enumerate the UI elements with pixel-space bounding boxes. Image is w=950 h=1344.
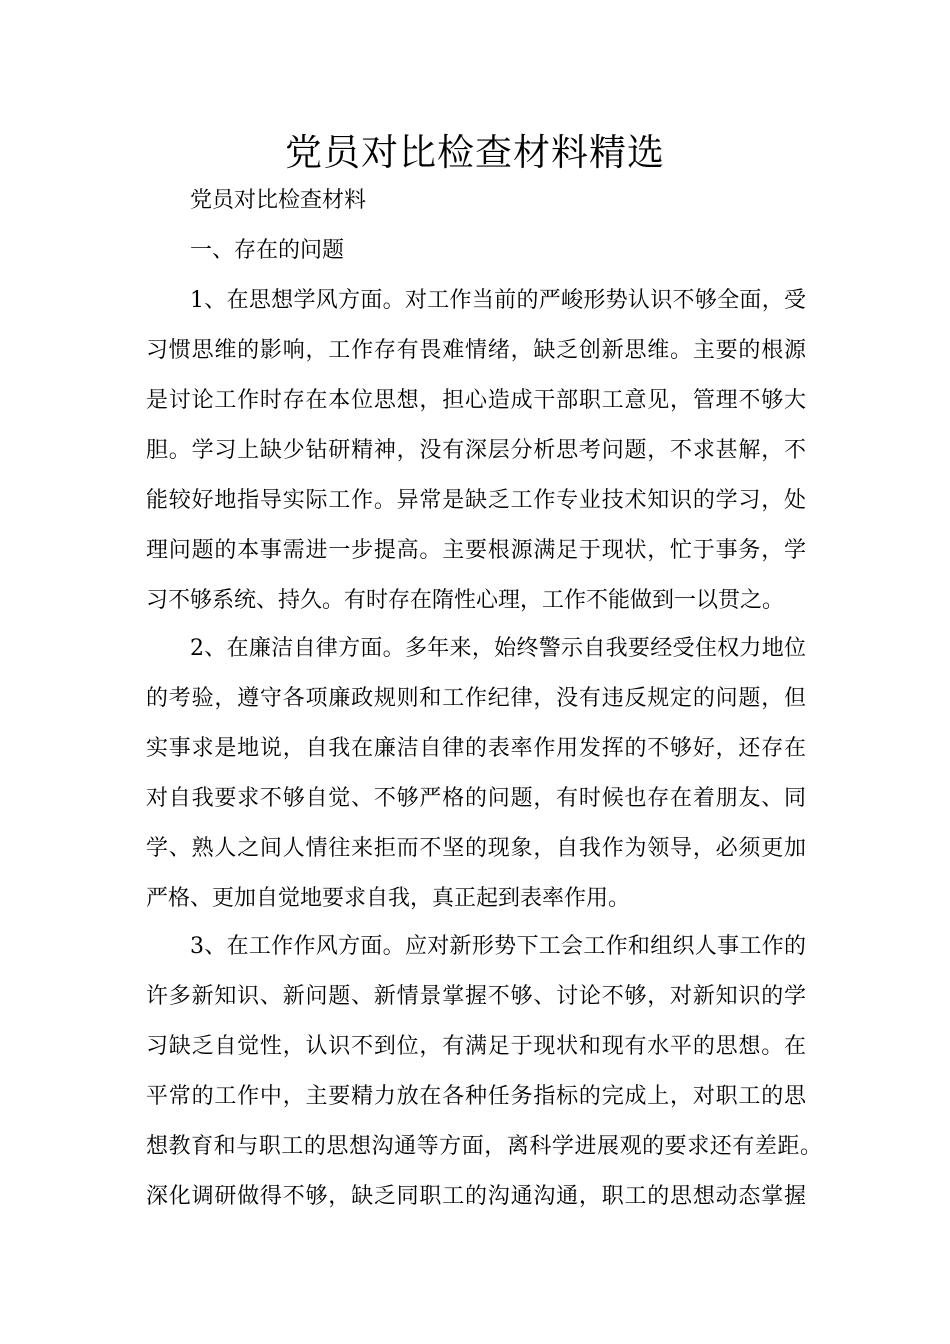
paragraph-line: 习缺乏自觉性，认识不到位，有满足于现状和现有水平的思想。在 <box>146 1034 806 1059</box>
paragraph-line: 1、在思想学风方面。对工作当前的严峻形势认识不够全面，受 <box>190 288 806 313</box>
paragraph-line: 对自我要求不够自觉、不够严格的问题，有时候也存在着朋友、同 <box>146 786 806 811</box>
paragraph-line: 2、在廉洁自律方面。多年来，始终警示自我要经受住权力地位 <box>190 636 806 661</box>
paragraph-line: 理问题的本事需进一步提高。主要根源满足于现状，忙于事务，学 <box>146 538 806 563</box>
paragraph-line: 能较好地指导实际工作。异常是缺乏工作专业技术知识的学习，处 <box>146 488 806 513</box>
paragraph-line: 的考验，遵守各项廉政规则和工作纪律，没有违反规定的问题，但 <box>146 686 806 711</box>
paragraph-line: 习不够系统、持久。有时存在隋性心理，工作不能做到一以贯之。 <box>146 588 785 613</box>
paragraph-line: 深化调研做得不够，缺乏同职工的沟通沟通，职工的思想动态掌握 <box>146 1184 806 1209</box>
paragraph-line: 严格、更加自觉地要求自我，真正起到表率作用。 <box>146 886 631 911</box>
paragraph-line: 实事求是地说，自我在廉洁自律的表率作用发挥的不够好，还存在 <box>146 736 806 761</box>
paragraph-line: 3、在工作作风方面。应对新形势下工会工作和组织人事工作的 <box>190 934 806 959</box>
paragraph-line: 是讨论工作时存在本位思想，担心造成干部职工意见，管理不够大 <box>146 388 806 413</box>
paragraph-line: 胆。学习上缺少钻研精神，没有深层分析思考问题，不求甚解，不 <box>146 438 806 463</box>
paragraph-line: 学、熟人之间人情往来拒而不坚的现象，自我作为领导，必须更加 <box>146 836 806 861</box>
document-subtitle: 党员对比检查材料 <box>190 188 367 213</box>
paragraph-line: 许多新知识、新问题、新情景掌握不够、讨论不够，对新知识的学 <box>146 984 806 1009</box>
paragraph-line: 想教育和与职工的思想沟通等方面，离科学进展观的要求还有差距。 <box>146 1134 822 1159</box>
paragraph-line: 平常的工作中，主要精力放在各种任务指标的完成上，对职工的思 <box>146 1084 806 1109</box>
paragraph-line: 习惯思维的影响，工作存有畏难情绪，缺乏创新思维。主要的根源 <box>146 338 806 363</box>
section-heading: 一、存在的问题 <box>190 238 345 263</box>
document-title: 党员对比检查材料精选 <box>285 131 665 174</box>
